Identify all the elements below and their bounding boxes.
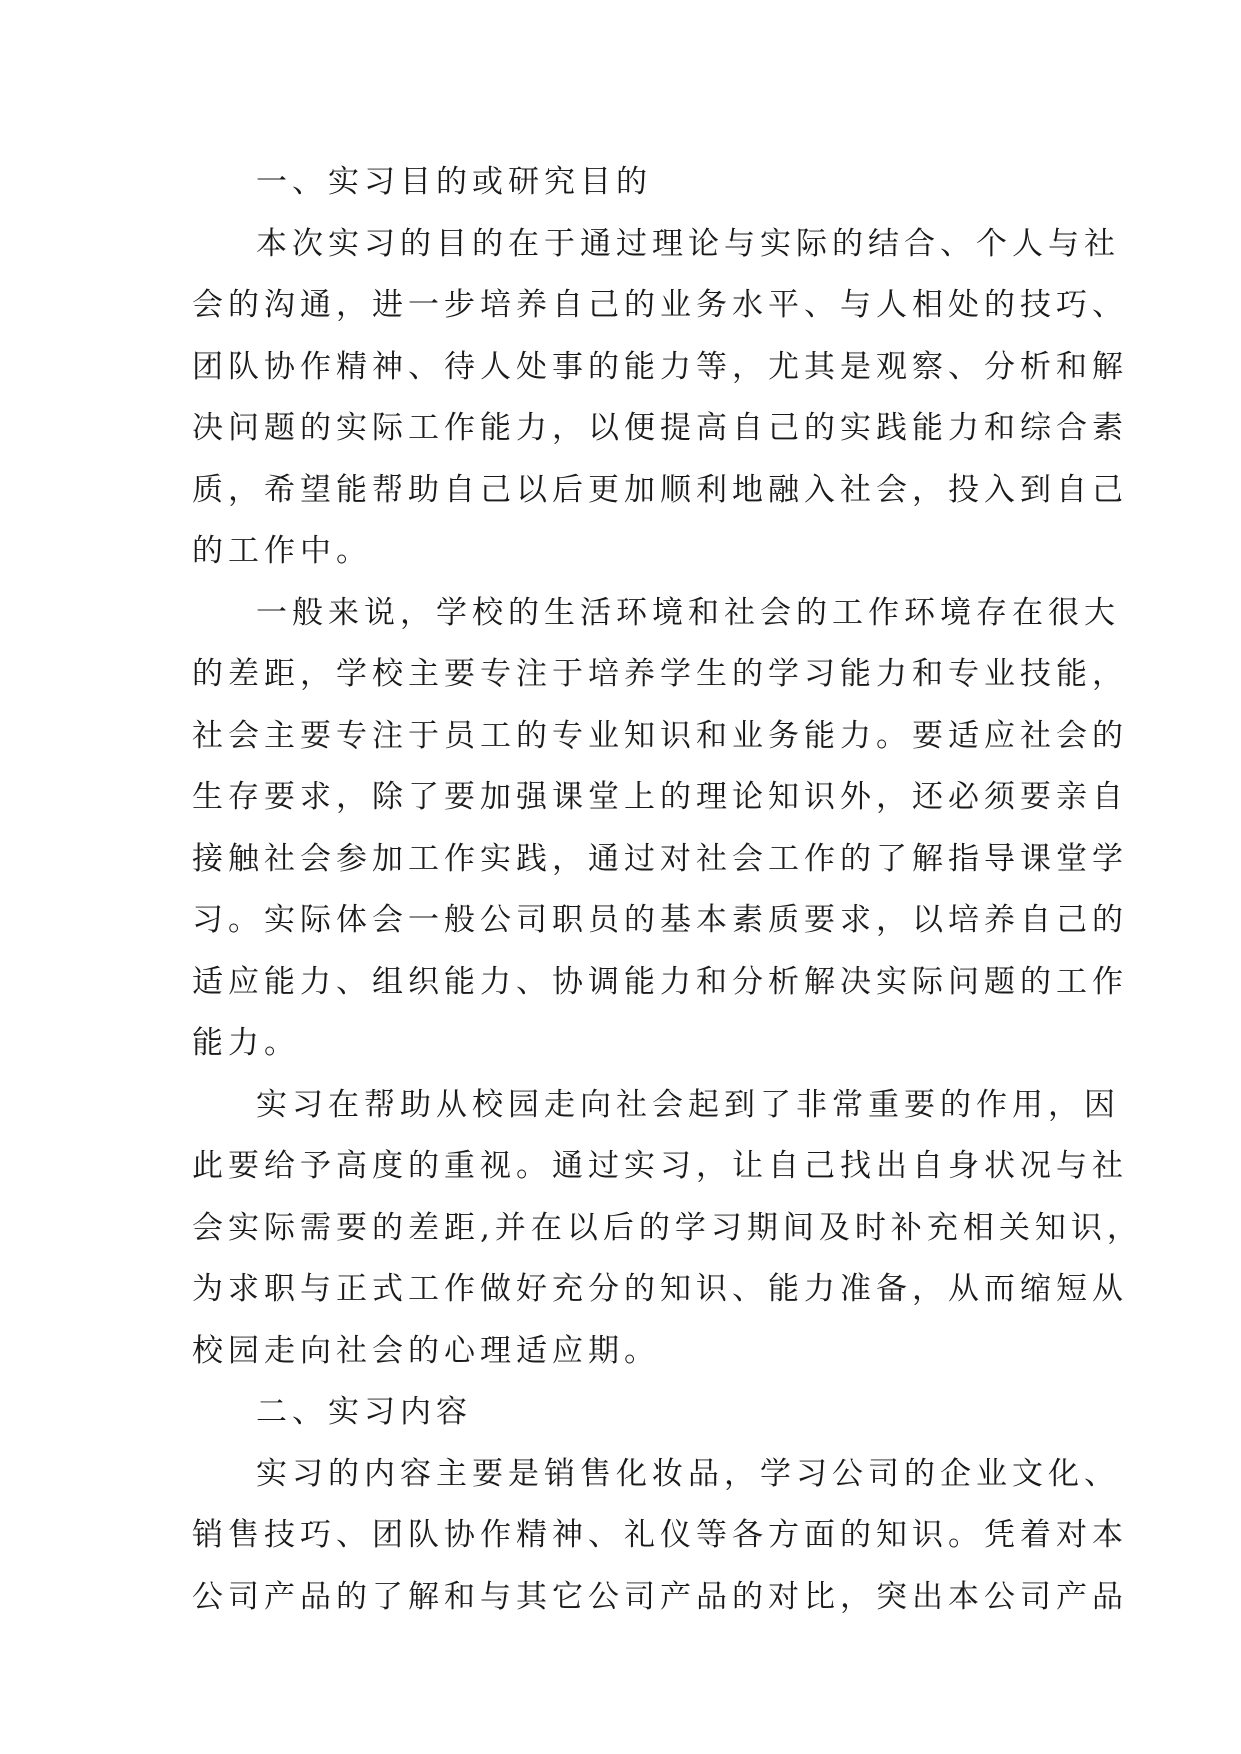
paragraph-line: 会实际需要的差距,并在以后的学习期间及时补充相关知识， bbox=[192, 1209, 1143, 1246]
paragraph-line: 团队协作精神、待人处事的能力等，尤其是观察、分析和解 bbox=[192, 348, 1128, 385]
paragraph-line: 生存要求，除了要加强课堂上的理论知识外，还必须要亲自 bbox=[192, 779, 1128, 815]
paragraph-line: 质，希望能帮助自己以后更加顺利地融入社会，投入到自己 bbox=[192, 471, 1128, 508]
paragraph-line: 社会主要专注于员工的专业知识和业务能力。要适应社会的 bbox=[192, 717, 1128, 754]
paragraph-line: 习。实际体会一般公司职员的基本素质要求，以培养自己的 bbox=[192, 902, 1128, 938]
paragraph-line: 为求职与正式工作做好充分的知识、能力准备，从而缩短从 bbox=[192, 1271, 1128, 1307]
paragraph-line: 决问题的实际工作能力，以便提高自己的实践能力和综合素 bbox=[192, 410, 1128, 446]
paragraph-line: 实习在帮助从校园走向社会起到了非常重要的作用，因 bbox=[256, 1086, 1120, 1123]
paragraph-line: 的工作中。 bbox=[192, 533, 372, 569]
paragraph-line: 适应能力、组织能力、协调能力和分析解决实际问题的工作 bbox=[192, 963, 1128, 1000]
paragraph-line: 本次实习的目的在于通过理论与实际的结合、个人与社 bbox=[256, 225, 1120, 262]
paragraph-line: 的差距，学校主要专注于培养学生的学习能力和专业技能， bbox=[192, 656, 1128, 692]
paragraph-line: 会的沟通，进一步培养自己的业务水平、与人相处的技巧、 bbox=[192, 287, 1128, 323]
paragraph-line: 接触社会参加工作实践，通过对社会工作的了解指导课堂学 bbox=[192, 840, 1128, 877]
section-heading-purpose: 一、实习目的或研究目的 bbox=[256, 164, 652, 200]
paragraph-line: 校园走向社会的心理适应期。 bbox=[192, 1332, 660, 1369]
paragraph-line: 销售技巧、团队协作精神、礼仪等各方面的知识。凭着对本 bbox=[192, 1517, 1128, 1553]
section-heading-content: 二、实习内容 bbox=[256, 1394, 472, 1430]
paragraph-line: 公司产品的了解和与其它公司产品的对比，突出本公司产品 bbox=[192, 1578, 1128, 1615]
paragraph-line: 此要给予高度的重视。通过实习，让自己找出自身状况与社 bbox=[192, 1148, 1128, 1184]
paragraph-line: 能力。 bbox=[192, 1025, 300, 1061]
paragraph-line: 一般来说，学校的生活环境和社会的工作环境存在很大 bbox=[256, 594, 1120, 631]
document-body bbox=[192, 152, 1143, 1628]
paragraph-line: 实习的内容主要是销售化妆品，学习公司的企业文化、 bbox=[256, 1455, 1120, 1492]
